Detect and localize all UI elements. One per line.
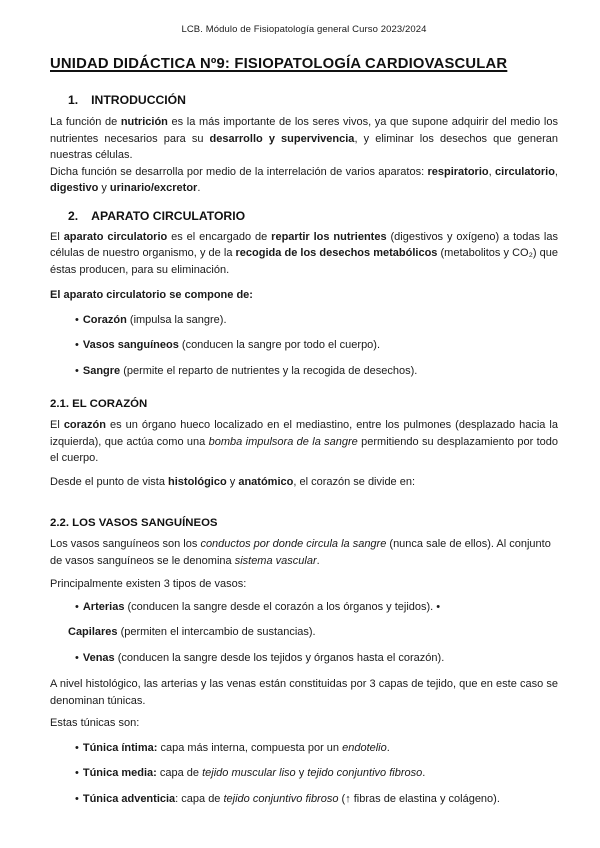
list-item-sangre [75, 363, 558, 380]
list-item-corazon [75, 312, 558, 329]
page-title: UNIDAD DIDÁCTICA Nº9: FISIOPATOLOGÍA CARDIOVASCULAR [50, 56, 508, 72]
bullet-icon: • [75, 364, 79, 377]
list-item-text: Venas (conducen la sangre desde los tejidos y órganos hasta el corazón). [82, 651, 445, 664]
paragraph-corazon-2: Desde el punto de vista histológico y anatómico, el corazón se divide en: [50, 475, 416, 488]
bullet-icon: • [75, 313, 79, 326]
bullet-list-tunicas [50, 740, 558, 808]
section-introduccion [50, 93, 558, 197]
paragraph-histologico: A nivel histológico, las arterias y las venas están constituidas por 3 capas de tejido, que en este caso se denominan túnicas. [50, 678, 558, 707]
list-item-text: Corazón (impulsa la sangre). [82, 313, 227, 326]
bullet-icon: • [75, 651, 79, 664]
list-item-venas [75, 650, 558, 667]
list-item-text: Vasos sanguíneos (conducen la sangre por todo el cuerpo). [82, 339, 381, 351]
heading-el-corazon: 2.1. EL CORAZÓN [50, 398, 148, 410]
heading-vasos-sanguineos: 2.2. LOS VASOS SANGUÍNEOS [50, 517, 218, 529]
list-item-vasos-sanguineos [75, 337, 558, 354]
list-item-text: Túnica adventicia: capa de tejido conjuntivo fibroso (↑ fibras de elastina y colágeno). [82, 792, 500, 805]
bullet-icon: • [75, 792, 79, 805]
list-item-text: Arterias (conducen la sangre desde el corazón a los órganos y tejidos). • [82, 600, 441, 613]
bullet-icon: • [75, 767, 79, 779]
list-item-arterias [75, 599, 558, 616]
heading-number: 2. [68, 208, 79, 223]
document-header: LCB. Módulo de Fisiopatología general Curso 2023/2024 [181, 24, 427, 35]
paragraph-circulatorio: El aparato circulatorio es el encargado de repartir los nutrientes (digestivos y oxígeno) a todas las células de nuestro organismo, y de la recogida de los desechos metabólicos (metabolitos y CO₂) que éstas producen, para su eliminación. [50, 230, 558, 276]
paragraph-tipos-vasos: Principalmente existen 3 tipos de vasos: [50, 578, 247, 590]
heading-introduccion [68, 93, 558, 107]
list-item-tunica-adventicia [75, 791, 558, 808]
bullet-icon: • [75, 339, 79, 351]
bullet-icon: • [75, 600, 79, 613]
bullet-list-tipos-vasos [50, 599, 558, 667]
heading-aparato-circulatorio [68, 209, 558, 223]
paragraph-intro-1: La función de nutrición es la más importante de los seres vivos, ya que supone adquirir del medio los nutrientes necesarios para su desarrollo y supervivencia, y eliminar los desechos que generan nuestras células. [50, 116, 558, 161]
section-vasos-sanguineos [50, 517, 558, 807]
list-item-text: Sangre (permite el reparto de nutrientes y la recogida de desechos). [82, 364, 418, 377]
heading-number: 1. [68, 93, 79, 107]
paragraph-tunicas-intro: Estas túnicas son: [50, 717, 140, 729]
heading-text: INTRODUCCIÓN [91, 93, 186, 107]
list-item-text: Túnica íntima: capa más interna, compuesta por un endotelio. [82, 741, 390, 754]
bullet-list-componentes [50, 312, 558, 380]
paragraph-corazon-1: El corazón es un órgano hueco localizado en el mediastino, entre los pulmones (desplazado hacia la izquierda), que actúa como una bomba impulsora de la sangre permitiendo su desplazamiento por todo el cuerpo. [50, 419, 559, 464]
list-item-text: Túnica media: capa de tejido muscular liso y tejido conjuntivo fibroso. [82, 767, 426, 779]
paragraph-intro-2: Dicha función se desarrolla por medio de la interrelación de varios aparatos: respiratorio, circulatorio, digestivo y urinario/excretor. [50, 165, 558, 194]
section-el-corazon [50, 398, 558, 490]
bullet-icon: • [75, 741, 79, 754]
section-aparato-circulatorio [50, 209, 558, 380]
list-item-tunica-intima [75, 740, 558, 757]
list-item-tunica-media [75, 765, 558, 782]
compose-line: El aparato circulatorio se compone de: [50, 289, 253, 301]
list-item-capilares [68, 624, 558, 641]
list-item-text: Capilares (permiten el intercambio de sustancias). [68, 626, 316, 638]
heading-text: APARATO CIRCULATORIO [91, 208, 246, 223]
paragraph-vasos-1: Los vasos sanguíneos son los conductos por donde circula la sangre (nunca sale de ellos). Al conjunto de vasos sanguíneos se le denomina sistema vascular. [50, 538, 551, 567]
